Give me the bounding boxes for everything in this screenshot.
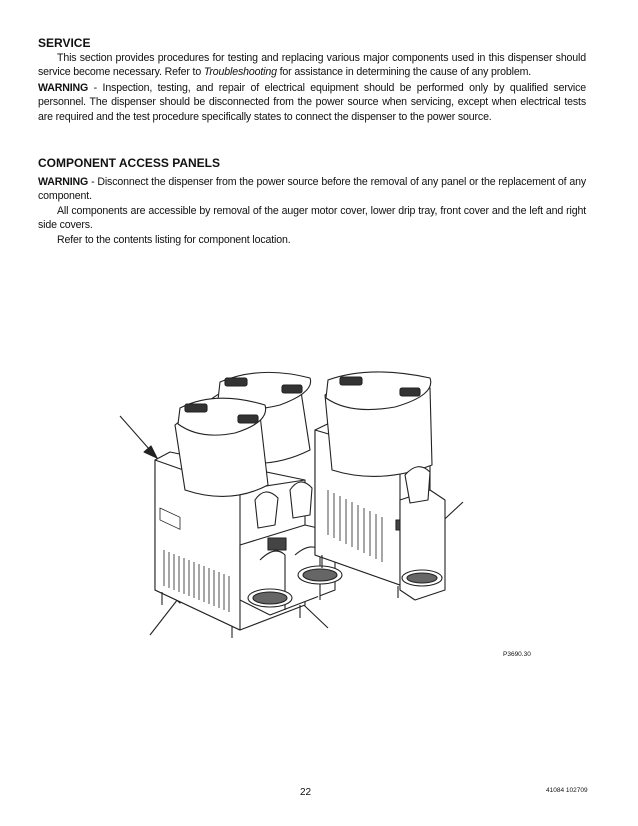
warning-text: - Disconnect the dispenser from the power source before the removal of any panel or the replacement of any component. bbox=[38, 175, 586, 203]
intro-text-end: for assistance in determining the cause of any problem. bbox=[276, 66, 532, 79]
double-dispenser bbox=[155, 372, 342, 638]
access-section bbox=[38, 156, 586, 248]
dispenser-illustration bbox=[100, 360, 580, 660]
troubleshooting-reference: Troubleshooting bbox=[203, 66, 277, 79]
service-section bbox=[38, 36, 586, 125]
page-number: 22 bbox=[300, 787, 312, 798]
access-paragraph-2: Refer to the contents listing for component location. bbox=[57, 233, 291, 246]
service-intro bbox=[38, 51, 586, 80]
access-heading: COMPONENT ACCESS PANELS bbox=[38, 156, 221, 170]
access-paragraph-1: All components are accessible by removal of the auger motor cover, lower drip tray, front cover and the left and right side covers. bbox=[38, 204, 586, 232]
access-warning bbox=[38, 175, 586, 204]
service-warning bbox=[38, 81, 586, 125]
intro-text-start: This section provides procedures for testing and replacing various major components used in this dispenser should service become necessary. Refer to bbox=[38, 51, 586, 79]
figure-code: P3690.30 bbox=[503, 651, 531, 658]
warning-label: WARNING bbox=[38, 175, 89, 188]
document-code: 41084 102709 bbox=[546, 787, 588, 794]
warning-label: WARNING bbox=[38, 81, 89, 94]
service-heading: SERVICE bbox=[38, 36, 91, 50]
warning-text: - Inspection, testing, and repair of electrical equipment should be performed only by qualified service personnel. The dispenser should be disconnected from the power source when servicing, except when electrical tests are required and the test procedure specifically states to connect the dispenser to the power source. bbox=[38, 81, 586, 123]
